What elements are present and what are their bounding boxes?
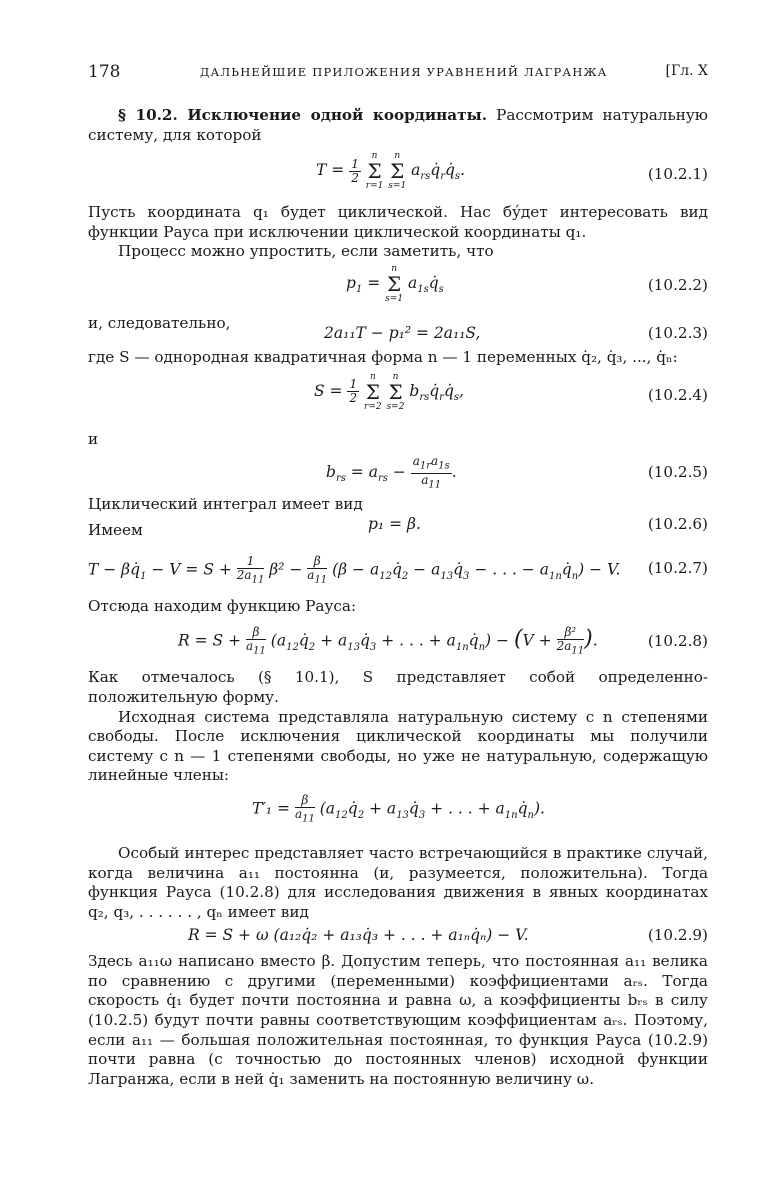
equation-number: (10.2.4) <box>647 385 708 404</box>
equation-formula: R = S + $\frac{\beta}{a_{11}}$ ($a_{12}q̇_2$ + $a_{13}q̇_3$ + . . . + $a_{1n}q̇_n) - (V$ + $\frac{\text{β²}}{2a_{11}}$ ). <box>178 625 598 657</box>
equation-formula: S = $\frac{1}{2}$ n Σ r=2 n Σ s=2 $b_{rs}q̇_rq̇_s$, <box>314 371 464 412</box>
paragraph: Циклический интеграл имеет вид <box>88 495 363 514</box>
equation-number: (10.2.9) <box>647 926 708 945</box>
equation-formula: $p_1 = n$ Σ s=1 $a_{1s}q̇_s$ <box>346 263 444 304</box>
equation-formula: $b_{rs} = a_{rs}$ − $\frac{a_{1r}a_{1s}}{a_{11}}$ . <box>326 454 457 490</box>
equation-number: (10.2.1) <box>647 165 708 184</box>
equation-number: (10.2.5) <box>647 463 708 482</box>
section-title: § 10.2. Исключение одной координаты. <box>118 106 487 124</box>
chapter-label: [Гл. X <box>665 63 708 79</box>
equation-number: (10.2.3) <box>647 323 708 342</box>
equation-10-2-3 <box>88 312 708 342</box>
page <box>88 62 708 1089</box>
running-title: ДАЛЬНЕЙШИЕ ПРИЛОЖЕНИЯ УРАВНЕНИЙ ЛАГРАНЖА <box>200 65 608 79</box>
equation-lhs: T′₁ = <box>252 799 290 818</box>
page-number: 178 <box>88 62 121 82</box>
paragraph: Здесь a₁₁ω написано вместо β. Допустим теперь, что постоянная a₁₁ велика по сравнению с другими (переменными) коэффициентами aᵣₛ. Тогда скорость q̇₁ будет почти постоянна и равна ω, а коэффициенты bᵣₛ в силу (10.2.5) будут почти равны соответствующим коэффициентам aᵣₛ. Поэтому, если a₁₁ — большая положительная постоянная, то функция Рауса (10.2.9) почти равна (с точностью до постоянных членов) исходной функции Лагранжа, если в ней q̇₁ заменить на постоянную величину ω. <box>88 952 708 1088</box>
paragraph: Процесс можно упростить, если заметить, что <box>118 242 494 261</box>
equation-formula: R = S + ω (a₁₂q̇₂ + a₁₃q̇₃ + . . . + a₁ₙq̇ₙ) − V. <box>188 926 529 945</box>
equation-10-2-7 <box>88 543 708 589</box>
paragraph: и, следовательно, <box>88 313 231 332</box>
paragraph: Имеем <box>88 520 143 539</box>
equation-10-2-8 <box>88 616 708 664</box>
equation-formula: $T - \beta q̇_1 - V = S$ + $\frac{1}{2a_{11}}$ β² − $\frac{\beta}{a_{11}}$ ($\beta - a_{12}q̇_2$ − $a_{13}q̇_3$ − . . . − $a_{1n}q̇_n) - V$. <box>88 553 621 586</box>
equation-10-2-5 <box>88 449 708 495</box>
equation-number: (10.2.6) <box>647 514 708 533</box>
paragraph: Отсюда находим функцию Рауса: <box>88 596 357 615</box>
equation-number: (10.2.2) <box>647 275 708 294</box>
paragraph: Пусть координата q₁ будет циклической. Нас бу́дет интересовать вид функции Рауса при исключении циклической координаты q₁. <box>88 203 708 241</box>
section-intro <box>88 106 708 145</box>
equation-formula: 2a₁₁T − p₁² = 2a₁₁S, <box>324 323 481 342</box>
equation-10-2-4 <box>88 368 708 430</box>
paragraph: и <box>88 429 99 448</box>
equation-10-2-2 <box>88 262 708 312</box>
equation-lagrangian-linear <box>88 786 708 834</box>
running-header <box>88 62 708 86</box>
equation-10-2-1 <box>88 145 708 203</box>
equation-formula: T′₁ = $\frac{\beta}{a_{11}}$ ($a_{12}q̇_2$ + $a_{13}q̇_3$ + . . . + $a_{1n}q̇_n$). <box>252 792 545 825</box>
paragraph: Особый интерес представляет часто встречающийся в практике случай, когда величина a₁₁ постоянна (и, разумеется, положительна). Тогда функция Рауса (10.2.8) для исследования движения в явных координатах q₂, q₃, . . . . . . , qₙ имеет вид <box>88 843 708 921</box>
section-intro-text: Рассмотрим натуральную систему, для которой <box>88 106 708 144</box>
equation-number: (10.2.8) <box>647 632 708 651</box>
paragraph: где S — однородная квадратичная форма n — 1 переменных q̇₂, q̇₃, ..., q̇ₙ: <box>88 347 678 366</box>
equation-10-2-6 <box>88 515 708 543</box>
equation-number: (10.2.7) <box>647 558 708 577</box>
equation-formula: p₁ = β. <box>368 514 421 533</box>
equation-formula: T = $\frac{1}{2}$ n Σ r=1 n Σ s=1 $a_{rs}q̇_rq̇_s$. <box>316 151 465 192</box>
equation-10-2-9 <box>88 922 708 952</box>
paragraph: Как отмечалось (§ 10.1), S представляет собой определенно-положительную форму. <box>88 668 708 706</box>
paragraph: Исходная система представляла натуральную систему с n степенями свободы. После исключения циклической координаты мы получили систему с n — 1 степенями свободы, но уже не натуральную, содержащую линейные члены: <box>88 707 708 785</box>
